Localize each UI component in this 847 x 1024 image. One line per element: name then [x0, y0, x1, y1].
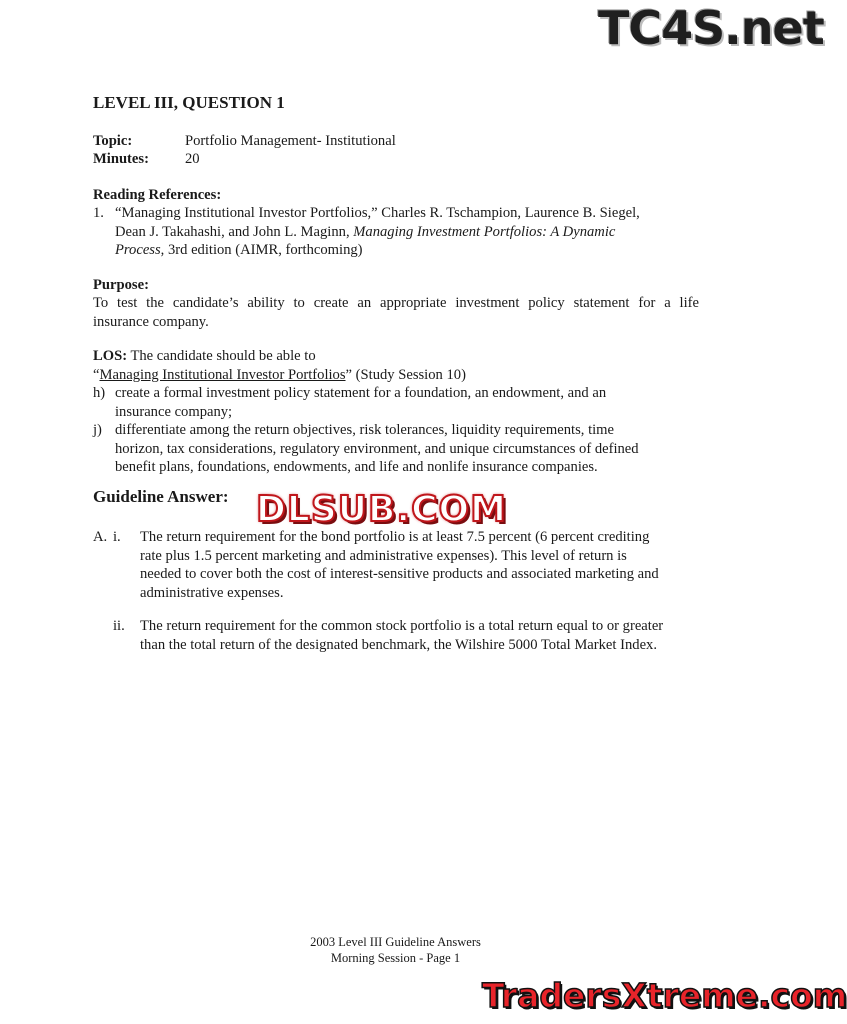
los-marker: h) — [93, 385, 106, 401]
los-item-line: insurance company; — [115, 403, 233, 420]
purpose-line2: insurance company. — [93, 313, 209, 330]
reading-references-heading: Reading References: — [93, 187, 222, 203]
answer-line: than the total return of the designated benchmark, the Wilshire 5000 Total Market Index. — [140, 636, 657, 653]
purpose-line1: To test the candidate’s ability to create an appropriate investment policy statement for a life — [93, 295, 699, 311]
question-title: LEVEL III, QUESTION 1 — [93, 93, 285, 112]
answer-marker: ii. — [113, 618, 125, 634]
footer-line1: 2003 Level III Guideline Answers — [310, 935, 481, 949]
answer-line: administrative expenses. — [140, 584, 284, 601]
topic-row — [93, 132, 396, 151]
book-title-part1: Managing Investment Portfolios: A Dynamic — [353, 223, 616, 240]
purpose-heading: Purpose: — [93, 277, 149, 293]
reading-reference-line2: Dean J. Takahashi, and John L. Maginn, Managing Investment Portfolios: A Dynamic — [115, 223, 616, 240]
footer-line2: Morning Session - Page 1 — [330, 951, 461, 965]
los-item-line: create a formal investment policy statement for a foundation, an endowment, and an — [115, 385, 607, 401]
book-title-part2: Process — [115, 242, 161, 258]
los-marker: j) — [93, 422, 102, 438]
answer-marker: i. — [113, 529, 121, 545]
minutes-value: 20 — [185, 151, 200, 167]
los-reading: “Managing Institutional Investor Portfolios” (Study Session 10) — [93, 366, 466, 383]
reading-reference-line1: “Managing Institutional Investor Portfolios,” Charles R. Tschampion, Laurence B. Siegel, — [115, 205, 640, 221]
los-item-h — [93, 384, 705, 422]
los-intro — [93, 347, 699, 366]
minutes-label: Minutes: — [93, 151, 149, 167]
dlsub-watermark: DLSUB.COM — [256, 489, 507, 530]
los-intro-text: The candidate should be able to — [127, 348, 316, 364]
reading-reference-number: 1. — [93, 205, 104, 221]
los-label: LOS: — [93, 348, 128, 364]
answer-ii — [93, 617, 703, 657]
part-marker: A. — [93, 529, 108, 545]
reading-link[interactable]: Managing Institutional Investor Portfolios — [99, 366, 346, 383]
tradersxtreme-watermark: TradersXtreme.com — [482, 976, 847, 1015]
answer-line: needed to cover both the cost of interest-sensitive products and associated marketing and — [140, 566, 659, 582]
answer-i — [93, 528, 703, 608]
answer-line: The return requirement for the common stock portfolio is a total return equal to or greater — [140, 618, 664, 634]
guideline-heading: Guideline Answer: — [93, 487, 229, 506]
tc4s-watermark: TC4S.net — [598, 1, 824, 55]
los-item-line: benefit plans, foundations, endowments, and life and nonlife insurance companies. — [115, 459, 598, 475]
los-item-j — [93, 421, 705, 477]
page-footer — [0, 934, 791, 966]
minutes-row — [93, 150, 200, 169]
reading-reference-line3: Process, 3rd edition (AIMR, forthcoming) — [115, 242, 363, 258]
reading-reference-item — [93, 204, 705, 260]
answer-line: The return requirement for the bond portfolio is at least 7.5 percent (6 percent crediting — [140, 529, 650, 545]
los-item-line: differentiate among the return objectives, risk tolerances, liquidity requirements, time — [115, 422, 615, 438]
los-item-line: horizon, tax considerations, regulatory environment, and unique circumstances of defined — [115, 440, 639, 457]
answer-line: rate plus 1.5 percent marketing and administrative expenses). This level of return is — [140, 547, 627, 564]
topic-label: Topic: — [93, 133, 133, 149]
topic-value: Portfolio Management- Institutional — [185, 133, 396, 149]
